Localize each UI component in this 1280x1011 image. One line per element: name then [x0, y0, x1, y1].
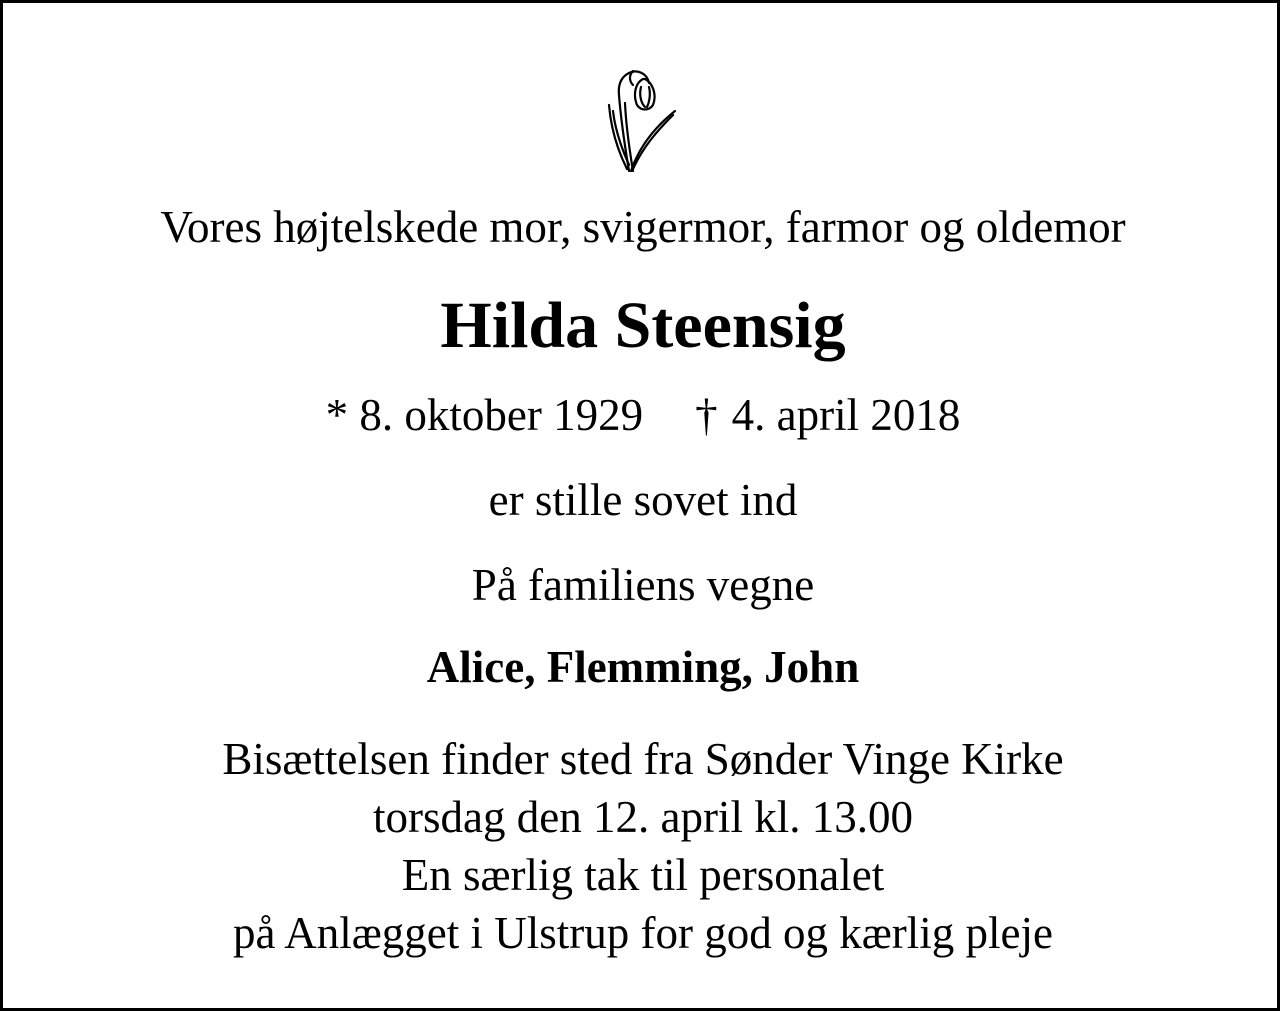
- funeral-line: torsdag den 12. april kl. 13.00: [373, 792, 913, 842]
- deceased-name: Hilda Steensig: [440, 289, 846, 362]
- birth-date: 8. oktober 1929: [359, 390, 644, 440]
- family-names: Alice, Flemming, John: [426, 642, 860, 692]
- death-cross-icon: †: [695, 390, 718, 440]
- behalf-text: På familiens vegne: [471, 560, 815, 610]
- intro-text: Vores højtelskede mor, svigermor, farmor og oldemor: [160, 202, 1126, 252]
- funeral-info: [3, 730, 1280, 962]
- funeral-line: på Anlægget i Ulstrup for god og kærlig pleje: [233, 908, 1053, 958]
- snowdrop-flower-icon: [603, 65, 679, 173]
- passing-text: er stille sovet ind: [488, 475, 798, 525]
- funeral-line: En særlig tak til personalet: [401, 850, 885, 900]
- birth-symbol: *: [325, 390, 349, 440]
- death-date: 4. april 2018: [731, 390, 961, 440]
- life-dates: [3, 390, 1280, 440]
- funeral-line: Bisættelsen finder sted fra Sønder Vinge Kirke: [222, 734, 1064, 784]
